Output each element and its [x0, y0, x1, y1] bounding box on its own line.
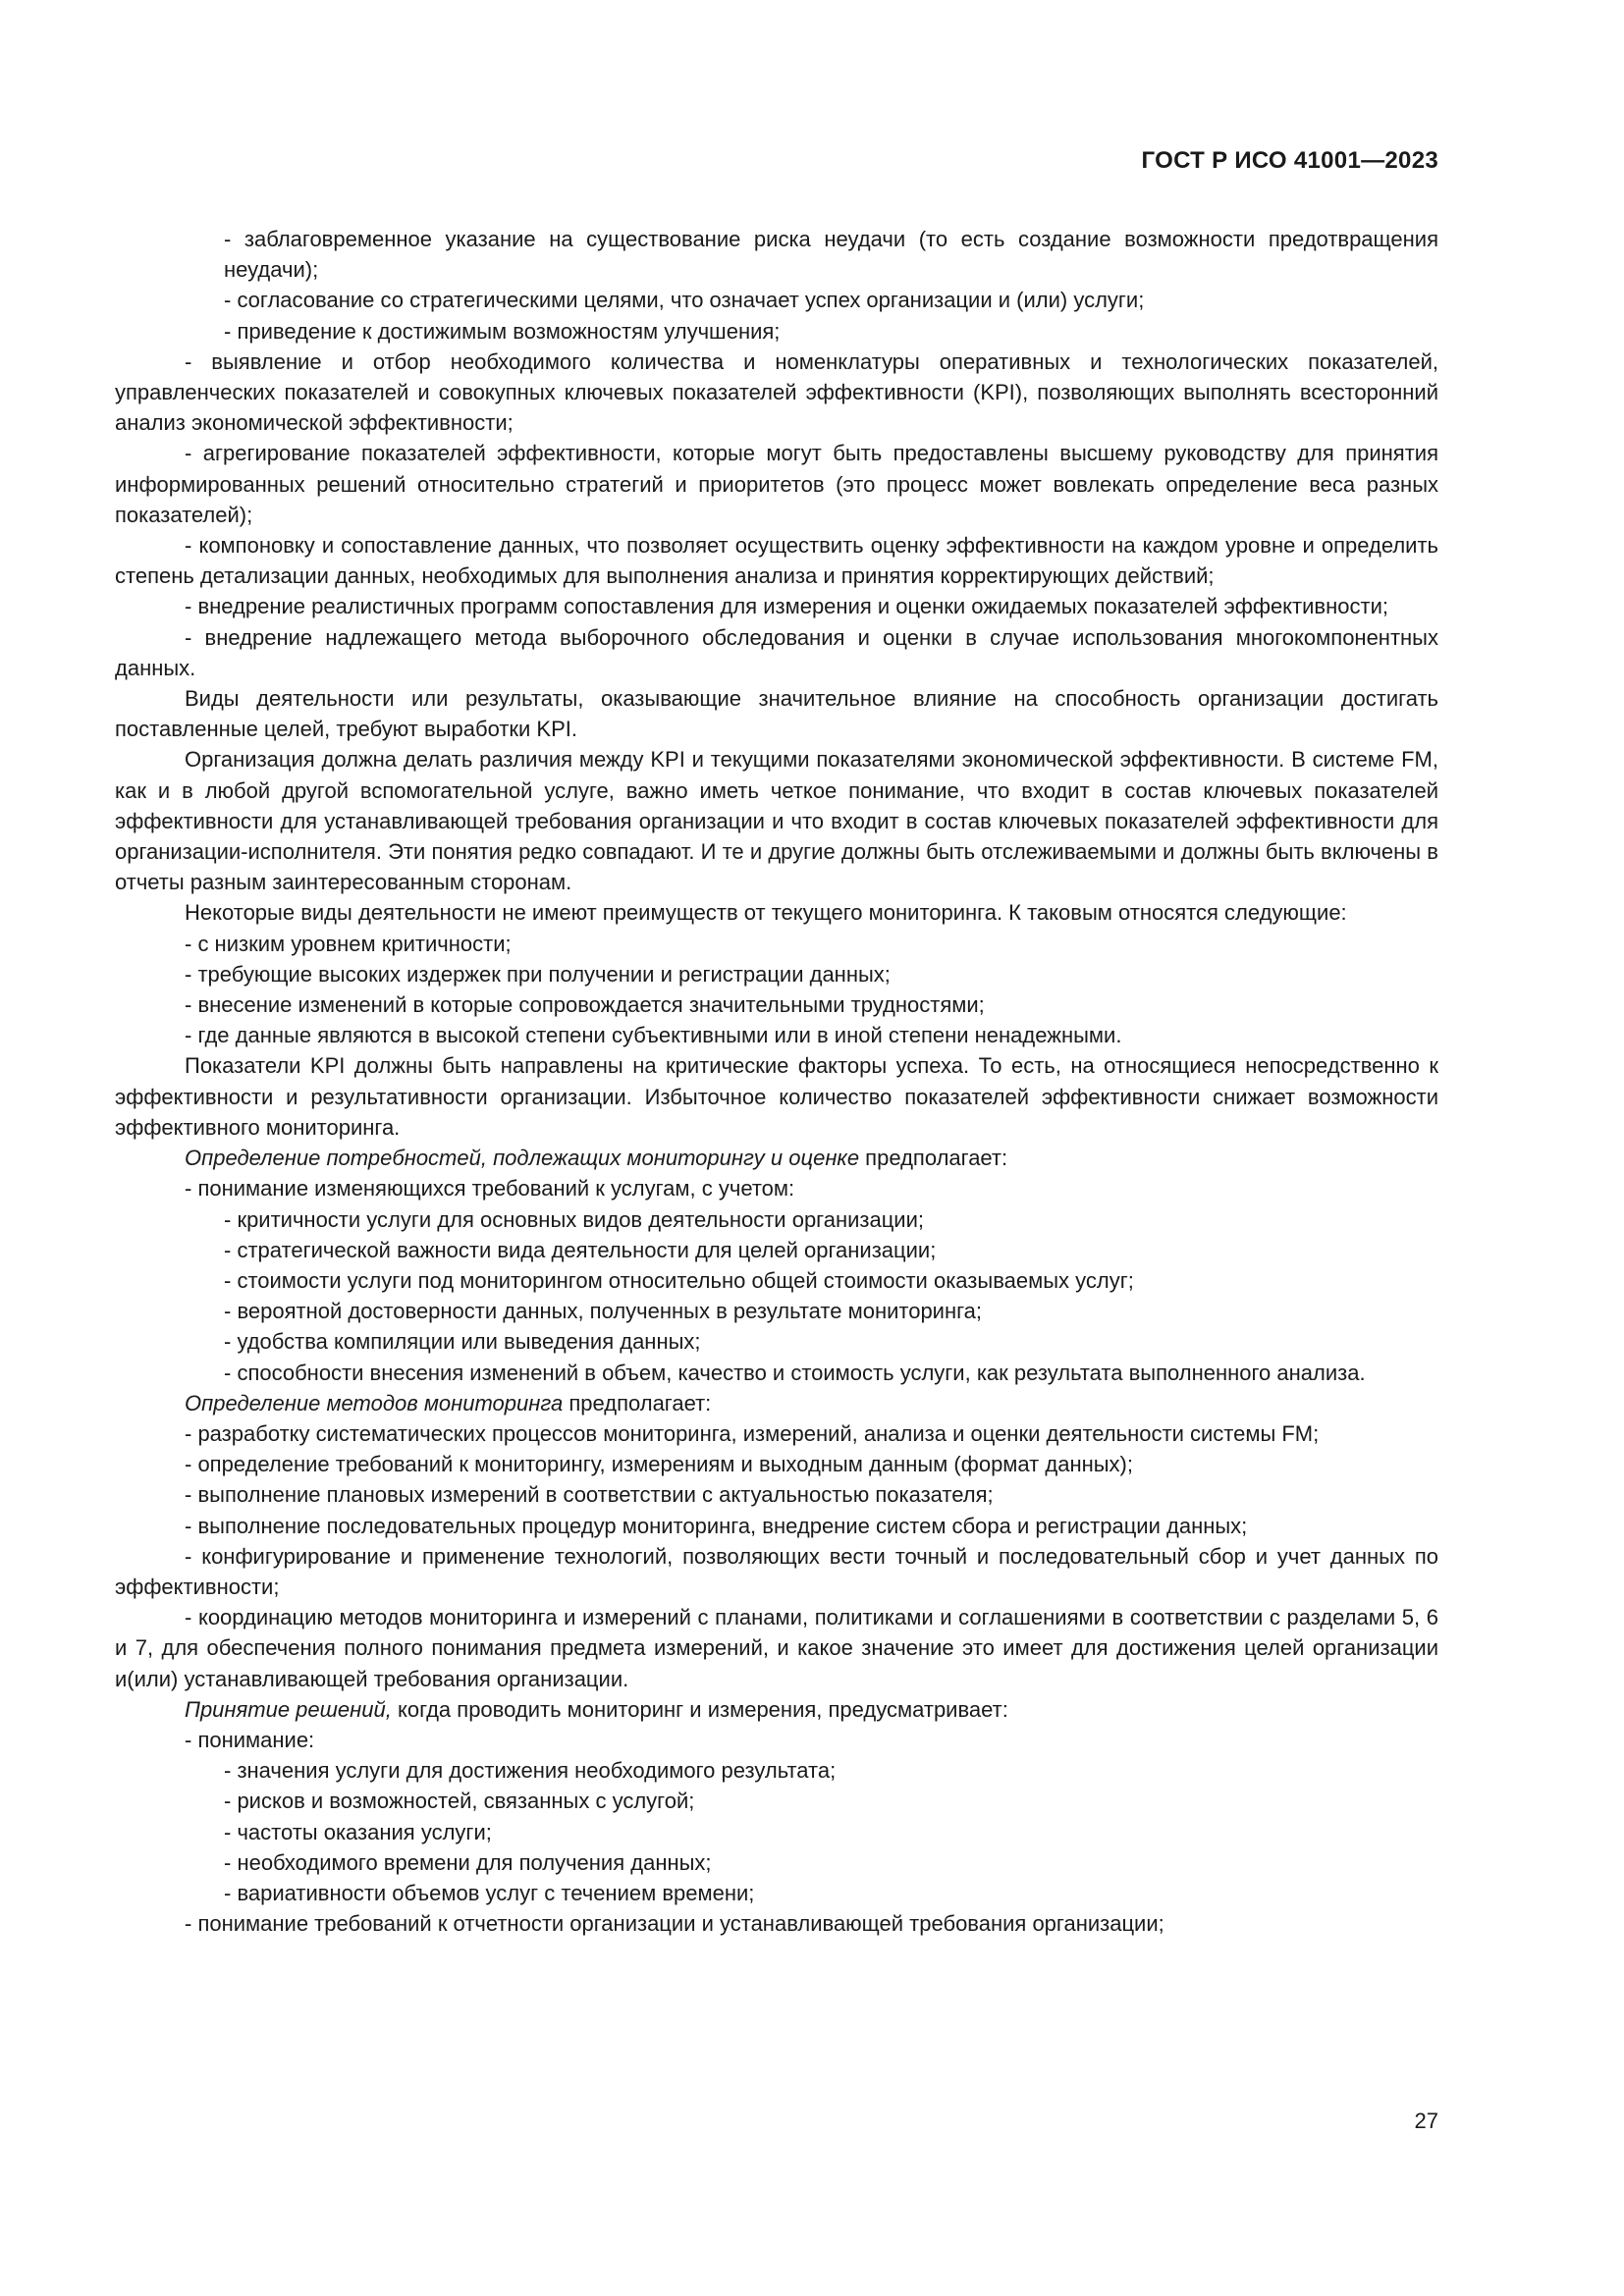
- italic-lead: Принятие решений,: [185, 1696, 392, 1722]
- paragraph-text: предполагает:: [859, 1146, 1008, 1171]
- paragraph: [115, 1908, 1438, 1939]
- paragraph: [115, 1602, 1438, 1694]
- paragraph-text: - внесение изменений в которые сопровождается значительными трудностями;: [185, 992, 985, 1018]
- paragraph-text: - с низким уровнем критичности;: [185, 931, 512, 956]
- paragraph-text: - частоты оказания услуги;: [224, 1819, 492, 1844]
- paragraph-text: - значения услуги для достижения необходимого результата;: [224, 1758, 837, 1784]
- paragraph: [115, 1265, 1438, 1296]
- paragraph-text: - понимание требований к отчетности организации и устанавливающей требования организации;: [185, 1911, 1164, 1937]
- paragraph-text: - способности внесения изменений в объем, качество и стоимость услуги, как результата выполненного анализа.: [224, 1360, 1366, 1385]
- paragraph: [115, 1204, 1438, 1235]
- paragraph-text: - конфигурирование и применение технологий, позволяющих вести точный и последовательный сбор и учет данных по эффективности;: [115, 1543, 1438, 1599]
- paragraph-text: - внедрение реалистичных программ сопоставления для измерения и оценки ожидаемых показателей эффективности;: [185, 594, 1388, 619]
- paragraph: [115, 1725, 1438, 1755]
- paragraph-text: - удобства компиляции или выведения данных;: [224, 1329, 701, 1355]
- paragraph-text: - понимание:: [185, 1727, 315, 1752]
- paragraph-text: - рисков и возможностей, связанных с услугой;: [224, 1789, 695, 1814]
- paragraph: [115, 316, 1438, 347]
- paragraph-text: - выполнение последовательных процедур мониторинга, внедрение систем сбора и регистрации данных;: [185, 1513, 1248, 1538]
- paragraph-text: - заблаговременное указание на существование риска неудачи (то есть создание возможности предотвращения неудачи);: [224, 227, 1438, 283]
- paragraph: [115, 1511, 1438, 1541]
- paragraph-text: - где данные являются в высокой степени субъективными или в иной степени ненадежными.: [185, 1023, 1122, 1048]
- paragraph-text: - определение требований к мониторингу, измерениям и выходным данным (формат данных);: [185, 1452, 1133, 1477]
- paragraph: [115, 1541, 1438, 1602]
- paragraph-text: - выявление и отбор необходимого количества и номенклатуры оперативных и технологических показателей, управленческих показателей и совокупных ключевых показателей эффективности (KPI), позволяющих выполнять всесторонний анализ экономической эффективности;: [115, 348, 1438, 436]
- paragraph: [115, 1847, 1438, 1878]
- paragraph: [115, 1020, 1438, 1050]
- paragraph-with-italic-lead: [115, 1694, 1438, 1725]
- paragraph: [115, 897, 1438, 928]
- paragraph: [115, 285, 1438, 315]
- paragraph: [115, 1235, 1438, 1265]
- paragraph: [115, 438, 1438, 530]
- paragraph: [115, 1418, 1438, 1449]
- paragraph-text: когда проводить мониторинг и измерения, предусматривает:: [391, 1696, 1008, 1722]
- paragraph: [115, 683, 1438, 744]
- page-header-standard-number: ГОСТ Р ИСО 41001—2023: [1141, 147, 1438, 174]
- paragraph-text: - приведение к достижимым возможностям улучшения;: [224, 318, 781, 344]
- italic-lead: Определение методов мониторинга: [185, 1390, 564, 1415]
- paragraph: [115, 224, 1438, 285]
- paragraph: [115, 530, 1438, 591]
- paragraph: [115, 1173, 1438, 1203]
- paragraph: [115, 959, 1438, 989]
- paragraph: [115, 929, 1438, 959]
- paragraph-text: - критичности услуги для основных видов деятельности организации;: [224, 1206, 925, 1232]
- paragraph-text: Виды деятельности или результаты, оказывающие значительное влияние на способность организации достигать поставленные целей, требуют выработки KPI.: [115, 686, 1438, 742]
- paragraph-text: - вариативности объемов услуг с течением времени;: [224, 1880, 755, 1905]
- paragraph-with-italic-lead: [115, 1388, 1438, 1418]
- paragraph: [115, 1878, 1438, 1908]
- paragraph-text: - координацию методов мониторинга и измерений с планами, политиками и соглашениями в соответствии с разделами 5, 6 и 7, для обеспечения полного понимания предмета измерений, и какое значение это имеет для достижения целей организации и(или) устанавливающей требования организации.: [115, 1605, 1438, 1691]
- paragraph-text: Организация должна делать различия между KPI и текущими показателями экономической эффективности. В системе FM, как и в любой другой вспомогательной услуге, важно иметь четкое понимание, что входит в состав ключевых показателей эффективности для устанавливающей требования организации и что входит в состав ключевых показателей эффективности для организации-исполнителя. Эти понятия редко совпадают. И те и другие должны быть отслеживаемыми и должны быть включены в отчеты разным заинтересованным сторонам.: [115, 747, 1438, 895]
- paragraph: [115, 1296, 1438, 1326]
- document-body: [115, 224, 1438, 1939]
- paragraph: [115, 1817, 1438, 1847]
- paragraph-text: - компоновку и сопоставление данных, что позволяет осуществить оценку эффективности на каждом уровне и определить степень детализации данных, необходимых для выполнения анализа и принятия корректирующих действий;: [115, 533, 1438, 589]
- paragraph: [115, 1050, 1438, 1143]
- paragraph-text: - вероятной достоверности данных, полученных в результате мониторинга;: [224, 1299, 983, 1324]
- paragraph: [115, 591, 1438, 621]
- paragraph: [115, 744, 1438, 897]
- paragraph: [115, 1449, 1438, 1479]
- paragraph-text: - выполнение плановых измерений в соответствии с актуальностью показателя;: [185, 1482, 994, 1508]
- italic-lead: Определение потребностей, подлежащих мониторингу и оценке: [185, 1146, 860, 1171]
- paragraph-text: - внедрение надлежащего метода выборочного обследования и оценки в случае использования многокомпонентных данных.: [115, 624, 1438, 680]
- paragraph: [115, 1755, 1438, 1786]
- paragraph: [115, 347, 1438, 439]
- paragraph: [115, 989, 1438, 1020]
- paragraph-text: - понимание изменяющихся требований к услугам, с учетом:: [185, 1176, 795, 1201]
- paragraph: [115, 1786, 1438, 1816]
- paragraph-text: - согласование со стратегическими целями, что означает успех организации и (или) услуги;: [224, 288, 1145, 313]
- paragraph: [115, 1358, 1438, 1388]
- paragraph-text: - стоимости услуги под мониторингом относительно общей стоимости оказываемых услуг;: [224, 1267, 1134, 1293]
- paragraph-text: - требующие высоких издержек при получении и регистрации данных;: [185, 961, 891, 987]
- paragraph-text: - разработку систематических процессов мониторинга, измерений, анализа и оценки деятельности системы FM;: [185, 1420, 1320, 1446]
- page-number: 27: [1414, 2109, 1438, 2133]
- paragraph-text: Показатели KPI должны быть направлены на критические факторы успеха. То есть, на относящиеся непосредственно к эффективности и результативности организации. Избыточное количество показателей эффективности снижает возможности эффективного мониторинга.: [115, 1053, 1438, 1140]
- paragraph-text: Некоторые виды деятельности не имеют преимуществ от текущего мониторинга. К таковым относятся следующие:: [185, 900, 1347, 926]
- paragraph-text: - агрегирование показателей эффективности, которые могут быть предоставлены высшему руководству для принятия информированных решений относительно стратегий и приоритетов (это процесс может вовлекать определение веса разных показателей);: [115, 441, 1438, 527]
- paragraph: [115, 1479, 1438, 1510]
- paragraph-text: предполагает:: [563, 1390, 712, 1415]
- paragraph: [115, 1326, 1438, 1357]
- paragraph-with-italic-lead: [115, 1143, 1438, 1173]
- paragraph: [115, 622, 1438, 683]
- paragraph-text: - стратегической важности вида деятельности для целей организации;: [224, 1237, 937, 1262]
- paragraph-text: - необходимого времени для получения данных;: [224, 1849, 712, 1875]
